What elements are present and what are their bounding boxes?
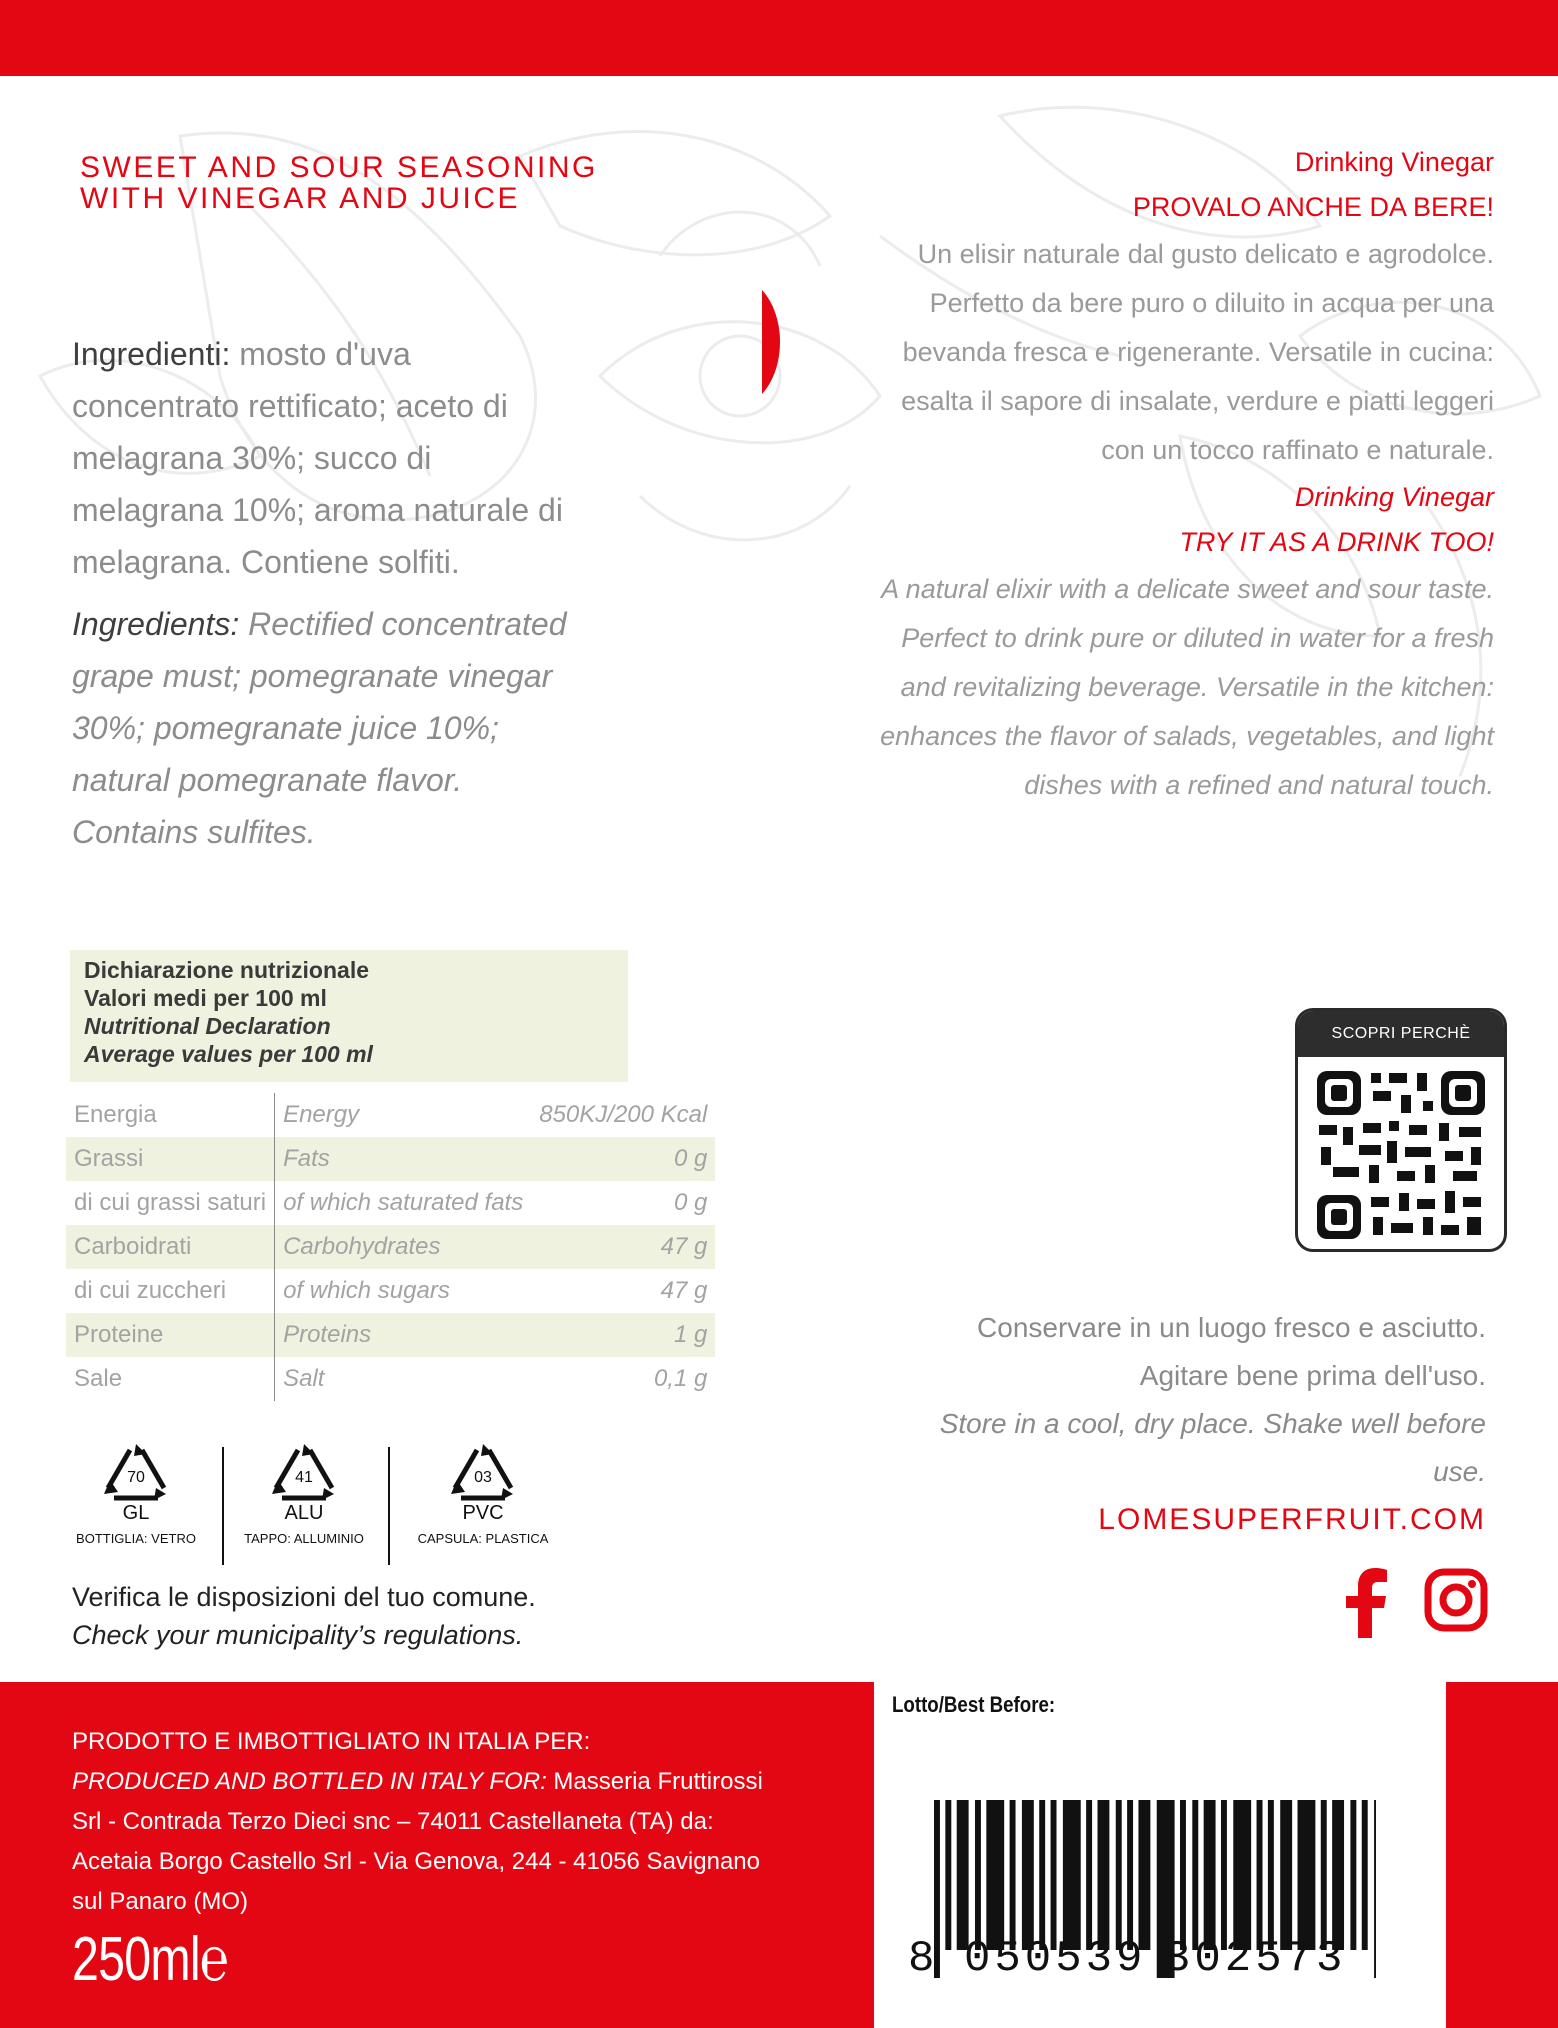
producer-info: [72, 1722, 792, 1922]
barcode-right-group: 302573: [1164, 1934, 1347, 1984]
nutrient-it: di cui grassi saturi: [66, 1181, 275, 1225]
description-body-en: A natural elixir with a delicate sweet and sour taste. Perfect to drink pure or diluted in water for a fresh and revitalizing beverage. Versatile in the kitchen: enhances the flavor of salads, vegetables, and light dishes with a refined and natural touch.: [880, 574, 1494, 800]
table-row: [66, 1225, 715, 1269]
barcode-bar: [986, 1800, 1004, 1950]
nutrient-value: 0,1 g: [653, 1365, 708, 1392]
barcode-bar: [1116, 1800, 1122, 1950]
recycle-code: PVC: [462, 1502, 504, 1524]
recycling-aluminium: [224, 1442, 384, 1546]
nutrient-value: 1 g: [531, 1313, 715, 1357]
table-row: [66, 1137, 715, 1181]
nutrient-en: of which sugars: [283, 1277, 450, 1304]
ingredients-it-text: mosto d'uva concentrato rettificato; aceto di melagrana 30%; succo di melagrana 10%; aroma naturale di melagrana. Contiene solfiti.: [72, 336, 563, 580]
qr-code-icon[interactable]: [1313, 1067, 1489, 1243]
barcode-bar: [1374, 1800, 1376, 1978]
description-column: [854, 140, 1494, 810]
barcode-bar: [1097, 1800, 1109, 1950]
nutrition-header: [70, 950, 628, 1082]
recycle-description: TAPPO: ALLUMINIO: [244, 1531, 364, 1546]
barcode-bar: [1063, 1800, 1081, 1950]
barcode-left-group: 050539: [964, 1934, 1147, 1984]
try-drink-heading-it: PROVALO ANCHE DA BERE!: [1132, 192, 1494, 222]
bottom-red-strip: [1446, 1682, 1558, 2028]
barcode-bar: [1298, 1800, 1316, 1950]
recycling-note: [72, 1578, 536, 1654]
barcode-bar: [945, 1800, 951, 1950]
recycle-code: ALU: [284, 1502, 324, 1524]
qr-code-box[interactable]: [1295, 1008, 1507, 1252]
barcode-bar: [1332, 1800, 1344, 1950]
barcode-bar: [1280, 1800, 1292, 1950]
red-accent-arc: [760, 290, 782, 394]
qr-label: SCOPRI PERCHÈ: [1298, 1011, 1504, 1057]
instagram-icon[interactable]: [1424, 1568, 1488, 1632]
recycling-note-en: Check your municipality’s regulations.: [72, 1620, 524, 1650]
nutrient-en: Carbohydrates: [275, 1225, 532, 1269]
nutrient-en: Proteins: [275, 1313, 532, 1357]
recycle-triangle-icon: [100, 1442, 172, 1504]
table-row: [66, 1313, 715, 1357]
barcode-bar: [1138, 1800, 1150, 1950]
recycle-number: 03: [474, 1469, 492, 1486]
recycle-number: 41: [295, 1469, 313, 1486]
nutrient-value: 0 g: [673, 1189, 708, 1216]
nutrient-value: 47 g: [660, 1277, 708, 1304]
recycling-plastic: [403, 1442, 563, 1546]
barcode-bar: [1022, 1800, 1034, 1950]
top-red-band: [0, 0, 1558, 76]
recycle-description: CAPSULA: PLASTICA: [417, 1531, 549, 1546]
nutrient-value: 0 g: [531, 1137, 715, 1181]
nutrient-en: of which saturated fats: [283, 1189, 524, 1216]
divider: [388, 1447, 390, 1565]
ingredients-it-label: Ingredienti:: [72, 336, 231, 372]
ingredients-english: [72, 598, 572, 858]
barcode-first-digit: 8: [908, 1934, 939, 1984]
barcode-bar: [1204, 1800, 1216, 1950]
barcode-bar: [1010, 1800, 1016, 1950]
recycling-glass: [56, 1442, 216, 1546]
barcode-bar: [1362, 1800, 1368, 1950]
volume-label: 250ml℮: [72, 1925, 229, 1994]
producer-label-en: PRODUCED AND BOTTLED IN ITALY FOR:: [72, 1768, 547, 1795]
nutrient-it: Proteine: [66, 1313, 275, 1357]
ingredients-italian: [72, 328, 572, 588]
nutrient-en: Energy: [283, 1101, 360, 1128]
nutrient-en: Salt: [283, 1365, 325, 1392]
ingredients-en-label: Ingredients:: [72, 606, 240, 642]
lot-best-before-label: Lotto/Best Before:: [892, 1692, 1056, 1717]
nutrition-title-it: Dichiarazione nutrizionale: [84, 957, 369, 983]
nutrient-en: Fats: [275, 1137, 532, 1181]
barcode-bar: [1233, 1800, 1251, 1950]
nutrition-subtitle-en: Average values per 100 ml: [84, 1041, 373, 1067]
recycle-triangle-icon: [268, 1442, 340, 1504]
nutrient-it: Carboidrati: [66, 1225, 275, 1269]
barcode-bar: [1321, 1800, 1327, 1950]
recycle-number: 70: [127, 1469, 145, 1486]
nutrition-subtitle-it: Valori medi per 100 ml: [84, 985, 327, 1011]
barcode-bar: [957, 1800, 969, 1950]
storage-it: Conservare in un luogo fresco e asciutto. Agitare bene prima dell'uso.: [977, 1312, 1486, 1391]
recycling-note-it: Verifica le disposizioni del tuo comune.: [72, 1582, 536, 1612]
drinking-vinegar-heading-it: Drinking Vinegar: [1294, 147, 1494, 177]
barcode-bar: [1180, 1800, 1186, 1950]
barcode-bar: [1127, 1800, 1133, 1950]
nutrient-value: 850KJ/200 Kcal: [539, 1101, 708, 1128]
barcode-bar: [1268, 1800, 1274, 1950]
table-row: [66, 1093, 715, 1137]
nutrition-title-en: Nutritional Declaration: [84, 1013, 331, 1039]
barcode-bar: [1350, 1800, 1356, 1950]
barcode-bar: [1086, 1800, 1092, 1950]
description-body-it: Un elisir naturale dal gusto delicato e agrodolce. Perfetto da bere puro o diluito in acqua per una bevanda fresca e rigenerante. Versatile in cucina: esalta il sapore di insalate, verdure e piatti leggeri con un tocco raffinato e naturale.: [901, 239, 1494, 465]
nutrient-it: Grassi: [66, 1137, 275, 1181]
storage-instructions: [926, 1304, 1486, 1496]
facebook-icon[interactable]: [1342, 1568, 1388, 1638]
recycle-description: BOTTIGLIA: VETRO: [76, 1531, 196, 1546]
website-link[interactable]: LOMESUPERFRUIT.COM: [1098, 1503, 1486, 1536]
nutrient-it: di cui zuccheri: [66, 1269, 275, 1313]
producer-address: Masseria Fruttirossi Srl - Contrada Terzo Dieci snc – 74011 Castellaneta (TA) da: Acetaia Borgo Castello Srl - Via Genova, 244 - 41056 Savignano sul Panaro (MO): [72, 1768, 763, 1915]
table-row: [66, 1357, 715, 1401]
table-row: [66, 1181, 715, 1225]
nutrient-value: 47 g: [531, 1225, 715, 1269]
nutrition-table: [66, 1093, 716, 1401]
barcode-bar: [1221, 1800, 1227, 1950]
drinking-vinegar-heading-en: Drinking Vinegar: [1294, 482, 1494, 512]
barcode-bar: [1192, 1800, 1198, 1950]
nutrient-it: Energia: [66, 1093, 275, 1137]
recycle-triangle-icon: [447, 1442, 519, 1504]
barcode-bar: [1039, 1800, 1045, 1950]
storage-en: Store in a cool, dry place. Shake well before use.: [939, 1408, 1486, 1487]
table-row: [66, 1269, 715, 1313]
product-title: SWEET AND SOUR SEASONING WITH VINEGAR AND JUICE: [80, 151, 598, 215]
barcode-bar: [975, 1800, 981, 1950]
try-drink-heading-en: TRY IT AS A DRINK TOO!: [1179, 527, 1494, 557]
producer-line-it: PRODOTTO E IMBOTTIGLIATO IN ITALIA PER:: [72, 1728, 591, 1755]
barcode-bar: [1051, 1800, 1057, 1950]
barcode-bar: [1257, 1800, 1263, 1950]
ingredients-en-text: Rectified concentrated grape must; pomegranate vinegar 30%; pomegranate juice 10%; natural pomegranate flavor. Contains sulfites.: [72, 606, 567, 850]
nutrient-it: Sale: [66, 1357, 275, 1401]
recycle-code: GL: [122, 1502, 150, 1524]
